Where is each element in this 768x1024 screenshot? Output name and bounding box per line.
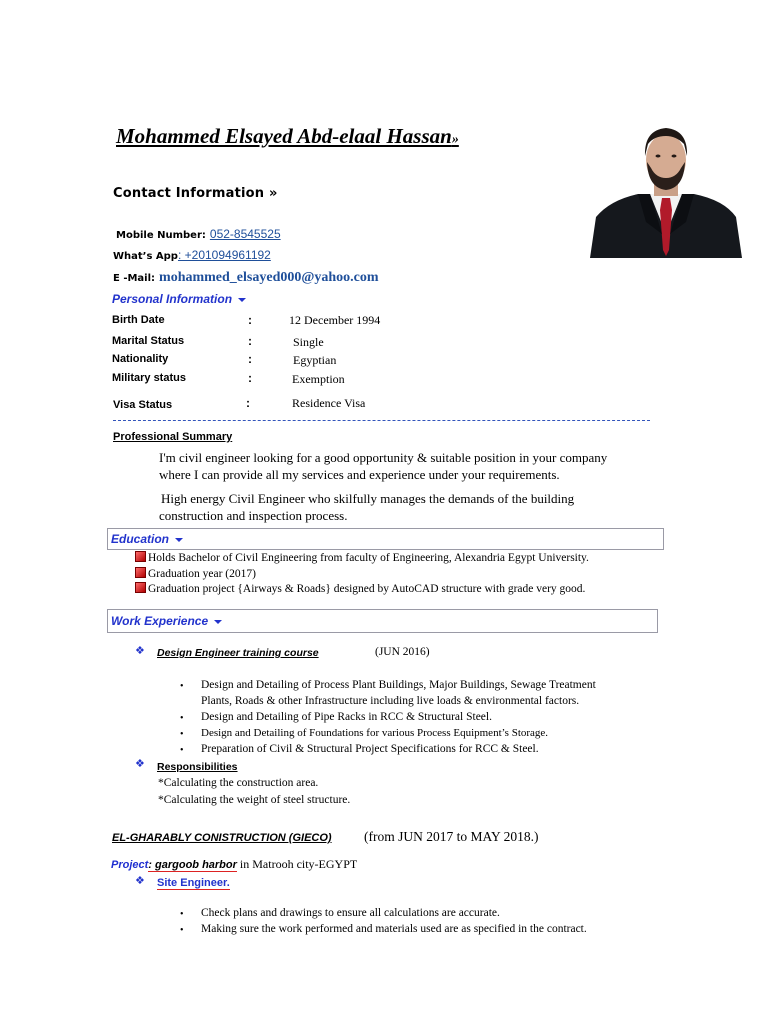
- visa-status-value: Residence Visa: [292, 396, 366, 410]
- birth-date-value: 12 December 1994: [289, 313, 381, 327]
- education-title: Education: [111, 532, 170, 546]
- summary-line-1: I'm civil engineer looking for a good opportunity & suitable position in your company: [159, 450, 608, 465]
- course-bullet-1-cont: Plants, Roads & other Infrastructure including live loads & environmental factors.: [201, 695, 580, 707]
- visa-status-label: Visa Status: [113, 399, 173, 411]
- resume-name: [116, 124, 459, 149]
- diamond-bullet-icon: ❖: [135, 757, 145, 770]
- chevron-down-icon: [175, 538, 183, 542]
- birth-date-label: Birth Date: [112, 314, 165, 326]
- nationality-value: Egyptian: [293, 353, 337, 367]
- bullet-square-icon: [135, 582, 146, 593]
- bullet-icon: •: [180, 909, 184, 920]
- military-status-colon: :: [248, 371, 252, 385]
- diamond-bullet-icon: ❖: [135, 644, 145, 657]
- whatsapp-link[interactable]: : +201094961192: [177, 248, 271, 262]
- education-item-1: [135, 551, 589, 564]
- marital-status-colon: :: [248, 334, 252, 348]
- education-heading: [111, 532, 183, 546]
- marital-status-label: Marital Status: [112, 335, 185, 347]
- chevron-down-icon: [214, 620, 222, 624]
- responsibilities-heading: Responsibilities: [157, 761, 238, 773]
- course-bullet-2: Design and Detailing of Pipe Racks in RCC & Structural Steel.: [201, 711, 492, 723]
- education-item-2: [135, 567, 256, 580]
- education-heading-box[interactable]: [107, 528, 664, 550]
- education-item-text: Graduation project {Airways & Roads} designed by AutoCAD structure with grade very good.: [148, 583, 586, 595]
- company-dates: (from JUN 2017 to MAY 2018.): [364, 829, 539, 844]
- profile-photo-image: [590, 122, 742, 258]
- professional-summary-heading: Professional Summary: [113, 431, 233, 443]
- nationality-colon: :: [248, 352, 252, 366]
- course-date: (JUN 2016): [375, 646, 430, 658]
- personal-info-title: Personal Information: [112, 292, 233, 306]
- course-bullet-3: Design and Detailing of Foundations for various Process Equipment’s Storage.: [201, 727, 549, 739]
- project-row: [111, 855, 357, 873]
- whatsapp-row: [113, 246, 271, 264]
- summary-line-4: construction and inspection process.: [159, 508, 348, 523]
- visa-status-colon: :: [246, 396, 250, 410]
- military-status-label: Military status: [112, 372, 186, 384]
- bullet-icon: •: [180, 729, 184, 740]
- bullet-icon: •: [180, 925, 184, 936]
- responsibility-1: *Calculating the construction area.: [158, 777, 319, 789]
- course-bullet-4: Preparation of Civil & Structural Project Specifications for RCC & Steel.: [201, 743, 539, 755]
- email-label: E -Mail:: [113, 273, 156, 284]
- bullet-icon: •: [180, 745, 184, 756]
- mobile-link[interactable]: 052-8545525: [209, 227, 281, 241]
- summary-line-2: where I can provide all my services and experience under your requirements.: [159, 467, 560, 482]
- whatsapp-label: What’s App: [113, 251, 178, 262]
- mobile-label: Mobile Number:: [116, 230, 206, 241]
- personal-info-heading[interactable]: [112, 292, 246, 306]
- name-suffix: »: [451, 132, 459, 147]
- marital-status-value: Single: [293, 335, 324, 349]
- chevron-down-icon: [238, 298, 246, 302]
- role-title: Site Engineer.: [157, 877, 230, 889]
- education-item-3: [135, 582, 585, 595]
- bullet-icon: •: [180, 681, 184, 692]
- responsibility-2: *Calculating the weight of steel structure.: [158, 794, 351, 806]
- bullet-square-icon: [135, 567, 146, 578]
- email-link[interactable]: mohammed_elsayed000@yahoo.com: [159, 270, 379, 285]
- email-row: [113, 268, 379, 286]
- profile-photo: [590, 122, 742, 258]
- work-experience-title: Work Experience: [111, 614, 209, 628]
- role-bullet-2: Making sure the work performed and materials used are as specified in the contract.: [201, 923, 587, 935]
- course-bullet-1: Design and Detailing of Process Plant Buildings, Major Buildings, Sewage Treatment: [201, 679, 596, 691]
- work-experience-heading: [111, 614, 222, 628]
- contact-heading: Contact Information »: [113, 186, 278, 201]
- bullet-square-icon: [135, 551, 146, 562]
- work-experience-heading-box[interactable]: [107, 609, 658, 633]
- diamond-bullet-icon: ❖: [135, 874, 145, 887]
- role-bullet-1: Check plans and drawings to ensure all calculations are accurate.: [201, 907, 500, 919]
- education-item-text: Graduation year (2017): [148, 568, 256, 580]
- project-label: Project: [111, 859, 149, 871]
- project-place: in Matrooh city-EGYPT: [236, 857, 358, 871]
- section-divider: [113, 420, 650, 421]
- nationality-label: Nationality: [112, 353, 169, 365]
- company-name: EL-GHARABLY CONISTRUCTION (GIECO): [112, 832, 332, 844]
- military-status-value: Exemption: [292, 372, 345, 386]
- birth-date-colon: :: [248, 313, 252, 327]
- course-title: Design Engineer training course: [157, 647, 319, 659]
- name-text: Mohammed Elsayed Abd-elaal Hassan: [116, 124, 452, 148]
- education-item-text: Holds Bachelor of Civil Engineering from faculty of Engineering, Alexandria Egypt University.: [148, 552, 589, 564]
- summary-line-3: High energy Civil Engineer who skilfully manages the demands of the building: [161, 491, 575, 506]
- project-name: : gargoob harbor: [148, 859, 237, 871]
- mobile-row: [116, 225, 281, 243]
- bullet-icon: •: [180, 713, 184, 724]
